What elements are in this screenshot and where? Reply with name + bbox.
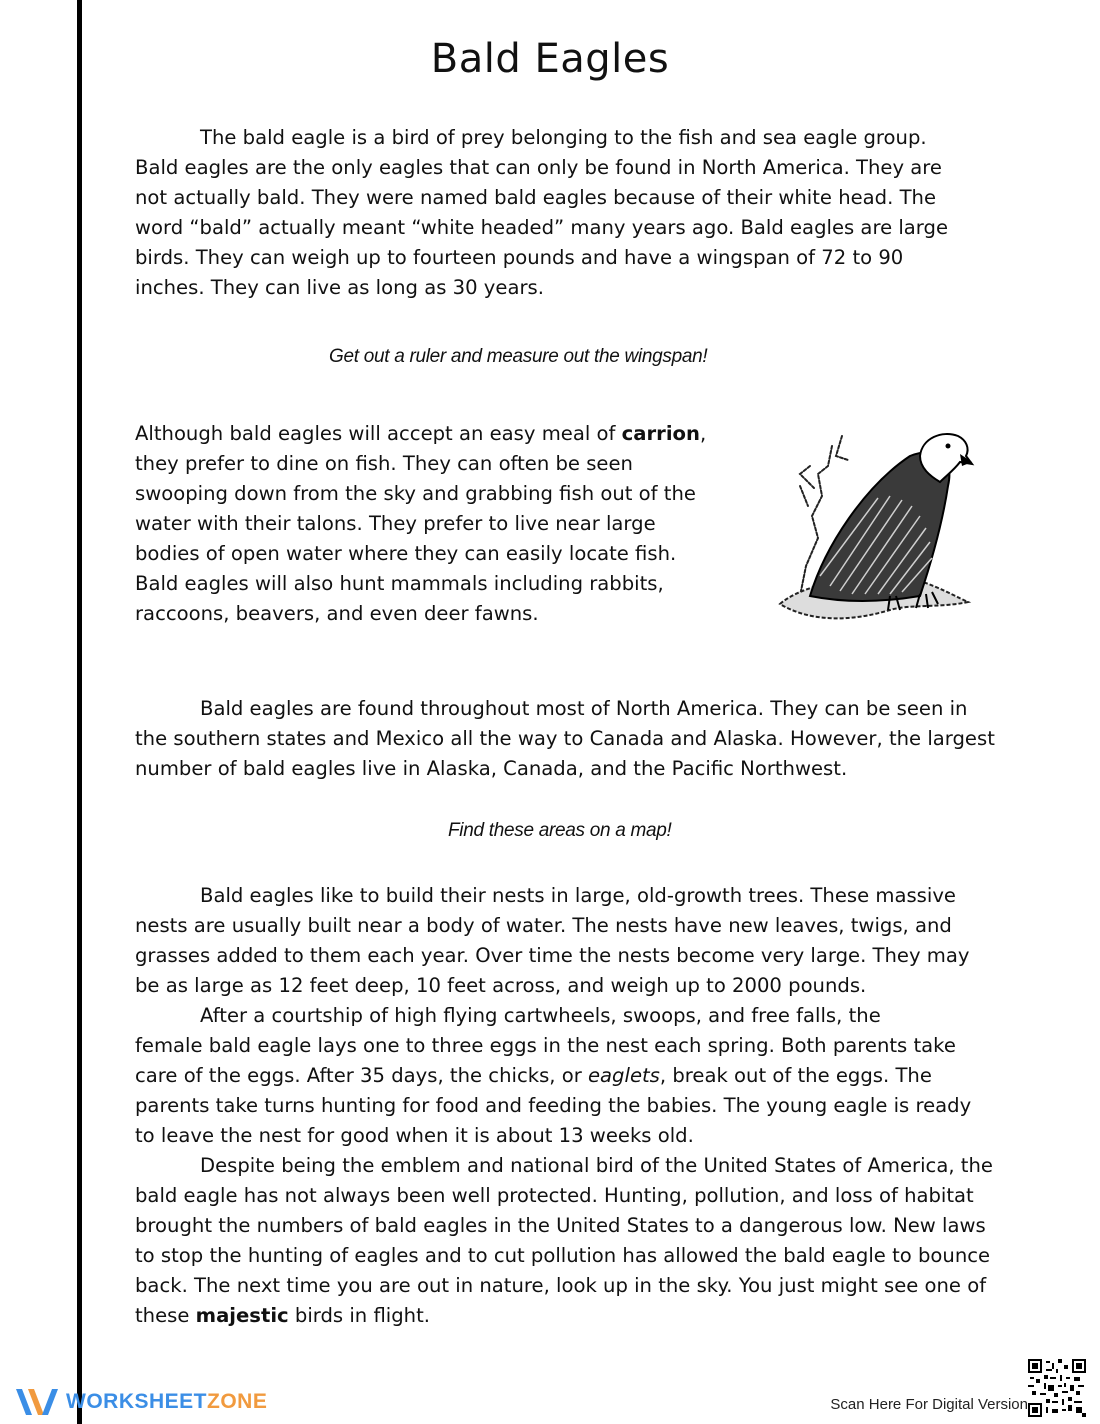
range-line: Bald eagles are found throughout most of North America. They can be seen in <box>200 697 968 720</box>
nests-line: nests are usually built near a body of water. The nests have new leaves, twigs, and <box>135 914 952 937</box>
range-line: the southern states and Mexico all the way to Canada and Alaska. However, the largest <box>135 727 995 750</box>
intro-line: not actually bald. They were named bald eagles because of their white head. The <box>135 186 937 209</box>
left-margin-rule <box>77 0 82 1424</box>
map-prompt: Find these areas on a map! <box>448 820 672 841</box>
intro-line: inches. They can live as long as 30 years. <box>135 276 544 299</box>
intro-line: word “bald” actually meant “white headed” many years ago. Bald eagles are large <box>135 216 949 239</box>
qr-code-icon[interactable] <box>1028 1359 1086 1417</box>
eggs-line: After a courtship of high flying cartwheels, swoops, and free falls, the <box>200 1004 881 1027</box>
range-line: number of bald eagles live in Alaska, Canada, and the Pacific Northwest. <box>135 757 848 780</box>
diet-line: raccoons, beavers, and even deer fawns. <box>135 602 539 625</box>
protection-line: to stop the hunting of eagles and to cut pollution has allowed the bald eagle to bounce <box>135 1244 991 1267</box>
page-title: Bald Eagles <box>430 36 670 82</box>
eggs-line: to leave the nest for good when it is about 13 weeks old. <box>135 1124 694 1147</box>
protection-line: Despite being the emblem and national bird of the United States of America, the <box>200 1154 993 1177</box>
protection-text: these <box>135 1304 196 1327</box>
intro-line: Bald eagles are the only eagles that can only be found in North America. They are <box>135 156 942 179</box>
brand-name-part: ZONE <box>207 1390 268 1413</box>
worksheetzone-brand[interactable] <box>14 1383 267 1421</box>
eggs-line-eaglets <box>135 1061 971 1091</box>
protection-line: bald eagle has not always been well protected. Hunting, pollution, and loss of habitat <box>135 1184 974 1207</box>
protection-paragraph <box>135 1151 993 1331</box>
ruler-prompt: Get out a ruler and measure out the wingspan! <box>329 346 708 367</box>
diet-text: , <box>699 422 707 445</box>
protection-line: brought the numbers of bald eagles in the United States to a dangerous low. New laws <box>135 1214 986 1237</box>
worksheetzone-logo-icon <box>14 1385 60 1419</box>
scan-label: Scan Here For Digital Version <box>830 1396 1028 1413</box>
carrion-term: carrion <box>621 422 700 445</box>
majestic-term: majestic <box>195 1304 289 1327</box>
diet-line: water with their talons. They prefer to live near large <box>135 512 656 535</box>
diet-line-first <box>135 419 706 449</box>
protection-text: birds in flight. <box>288 1304 431 1327</box>
protection-line-last <box>135 1301 993 1331</box>
nests-line: be as large as 12 feet deep, 10 feet across, and weigh up to 2000 pounds. <box>135 974 867 997</box>
protection-line: back. The next time you are out in nature, look up in the sky. You just might see one of <box>135 1274 987 1297</box>
diet-text: Although bald eagles will accept an easy meal of <box>135 422 622 445</box>
eggs-text: , break out of the eggs. The <box>659 1064 932 1087</box>
intro-line: The bald eagle is a bird of prey belonging to the fish and sea eagle group. <box>200 126 927 149</box>
intro-paragraph <box>135 123 948 303</box>
nests-line: Bald eagles like to build their nests in large, old-growth trees. These massive <box>200 884 956 907</box>
diet-line: bodies of open water where they can easily locate fish. <box>135 542 677 565</box>
diet-line: swooping down from the sky and grabbing fish out of the <box>135 482 696 505</box>
nests-line: grasses added to them each year. Over time the nests become very large. They may <box>135 944 970 967</box>
eggs-paragraph <box>135 1001 971 1151</box>
eggs-line: female bald eagle lays one to three eggs in the nest each spring. Both parents take <box>135 1034 956 1057</box>
eggs-line: parents take turns hunting for food and feeding the babies. The young eagle is ready <box>135 1094 972 1117</box>
diet-line: they prefer to dine on fish. They can often be seen <box>135 452 633 475</box>
bald-eagle-illustration <box>770 426 975 626</box>
diet-paragraph <box>135 419 706 629</box>
range-paragraph <box>135 694 995 784</box>
nests-paragraph <box>135 881 970 1001</box>
eaglets-term: eaglets <box>588 1064 660 1087</box>
brand-name <box>66 1390 267 1414</box>
brand-name-part: WORKSHEET <box>66 1390 207 1413</box>
diet-line: Bald eagles will also hunt mammals including rabbits, <box>135 572 664 595</box>
eggs-text: care of the eggs. After 35 days, the chicks, or <box>135 1064 588 1087</box>
intro-line: birds. They can weigh up to fourteen pounds and have a wingspan of 72 to 90 <box>135 246 904 269</box>
